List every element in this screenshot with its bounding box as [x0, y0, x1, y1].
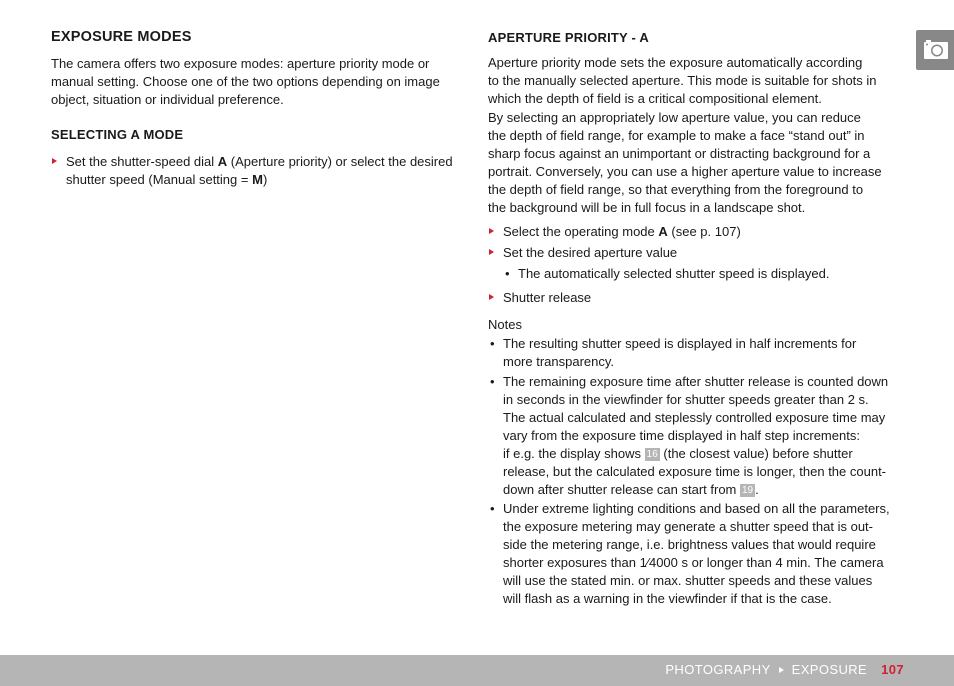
paragraph [488, 54, 877, 108]
step-arrow-icon [52, 158, 57, 164]
display-value: 19 [742, 485, 754, 496]
text-line: down after shutter release can start from 19 . [503, 482, 759, 497]
breadcrumb [665, 662, 904, 677]
text-line: Aperture priority mode sets the exposure automatically according [488, 55, 863, 70]
chapter-tab[interactable] [916, 30, 954, 70]
text-line: side the metering range, i.e. brightness values that would require [503, 537, 876, 552]
page-footer [0, 655, 954, 686]
bullet-icon: • [490, 501, 495, 516]
text-line: will use the stated min. or max. shutter speeds and these values [503, 573, 873, 588]
text-line: if e.g. the display shows 16 (the closest value) before shutter [503, 446, 853, 461]
text-line: manual setting. Choose one of the two options depending on image [51, 74, 440, 89]
instruction-step: Shutter release [488, 289, 591, 307]
text-line: By selecting an appropriately low aperture value, you can reduce [488, 110, 861, 125]
instruction-step: Select the operating mode A (see p. 107) [488, 223, 741, 241]
text-line: shutter speed (Manual setting = M) [66, 172, 268, 187]
note-item [488, 500, 923, 608]
text-line: in seconds in the viewfinder for shutter speeds greater than 2 s. [503, 392, 869, 407]
chevron-right-icon [779, 667, 784, 673]
subheading: SELECTING A MODE [51, 127, 184, 142]
text-line: sharp focus against an unimportant or distracting background for a [488, 146, 871, 161]
section-heading: EXPOSURE MODES [51, 29, 192, 45]
paragraph [488, 109, 882, 217]
breadcrumb-subsection[interactable]: EXPOSURE [791, 662, 868, 677]
page-number: 107 [881, 662, 904, 677]
bullet-icon: • [490, 336, 495, 351]
text-line: The resulting shutter speed is displayed in half increments for [503, 336, 857, 351]
text-line: the depth of field range, for example to make a face “stand out” in [488, 128, 865, 143]
text-line: vary from the exposure time displayed in half step increments: [503, 428, 860, 443]
step-arrow-icon [489, 249, 494, 255]
note-item [488, 373, 923, 499]
notes-heading: Notes [488, 317, 522, 332]
text-line: more transparency. [503, 354, 615, 369]
step-result: • The automatically selected shutter speed is displayed. [505, 266, 830, 281]
text-line: The camera offers two exposure modes: aperture priority mode or [51, 56, 430, 71]
text-line: shorter exposures than 1⁄4000 s or longer than 4 min. The camera [503, 555, 884, 570]
breadcrumb-section[interactable]: PHOTOGRAPHY [665, 662, 771, 677]
camera-icon [916, 30, 954, 70]
text-line: the background will be in full focus in a landscape shot. [488, 200, 806, 215]
text-line: The remaining exposure time after shutter release is counted down [503, 374, 889, 389]
note-item [488, 335, 923, 371]
display-value: 16 [646, 449, 658, 460]
instruction-step [51, 153, 471, 189]
bullet-icon: • [490, 374, 495, 389]
text-line: The actual calculated and steplessly controlled exposure time may [503, 410, 886, 425]
text-line: release, but the calculated exposure time is longer, then the count- [503, 464, 887, 479]
text-line: the exposure metering may generate a shutter speed that is out- [503, 519, 873, 534]
section-heading: APERTURE PRIORITY - A [488, 30, 649, 45]
text-line: Set the shutter-speed dial A (Aperture priority) or select the desired [66, 154, 453, 169]
text-line: to the manually selected aperture. This mode is suitable for shots in [488, 73, 877, 88]
intro-paragraph [51, 55, 440, 109]
step-arrow-icon [489, 228, 494, 234]
text-line: which the depth of field is a critical compositional element. [488, 91, 822, 106]
text-line: object, situation or individual preference. [51, 92, 284, 107]
bullet-icon: • [505, 266, 510, 281]
text-line: portrait. Conversely, you can use a higher aperture value to increase [488, 164, 882, 179]
text-line: will flash as a warning in the viewfinder if that is the case. [503, 591, 832, 606]
text-line: the depth of field range, so that everything from the foreground to [488, 182, 864, 197]
step-arrow-icon [489, 294, 494, 300]
instruction-step: Set the desired aperture value [488, 244, 677, 262]
text-line: Under extreme lighting conditions and based on all the parameters, [503, 501, 890, 516]
